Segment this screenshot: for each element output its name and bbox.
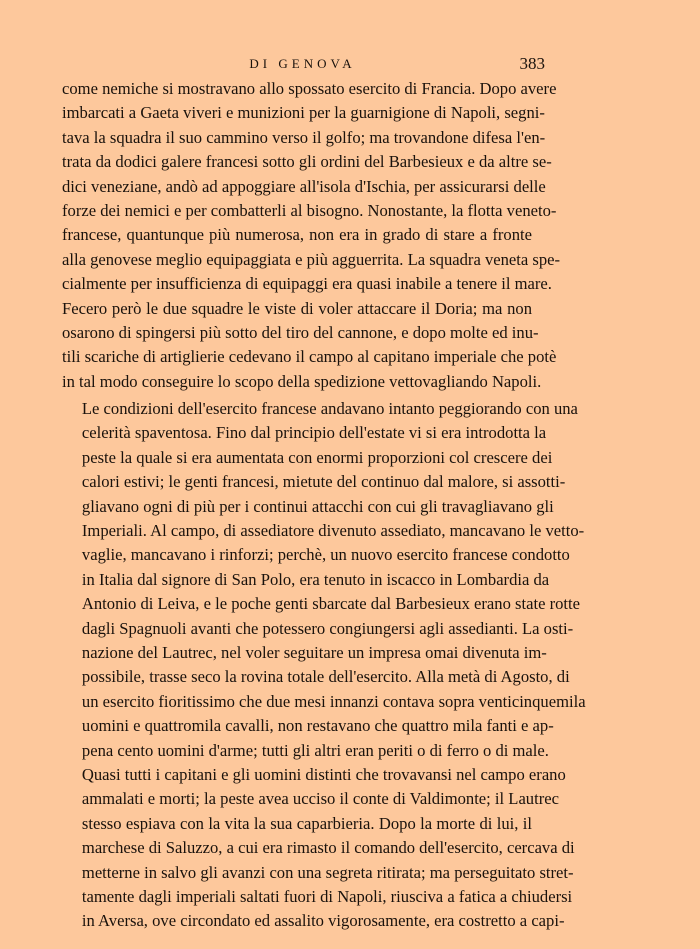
- text-line: peste la quale si era aumentata con enormi proporzioni col crescere dei: [81, 447, 553, 467]
- text-line: Antonio di Leiva, e le poche genti sbarcate dal Barbesieux erano state rotte: [81, 594, 580, 614]
- text-line: Imperiali. Al campo, di assediatore divenuto assediato, mancavano le vetto-: [81, 521, 585, 541]
- text-line: alla genovese meglio equipaggiata e più agguerrita. La squadra veneta spe-: [62, 249, 561, 269]
- text-line: tamente dagli imperiali saltati fuori di Napoli, riusciva a fatica a chiudersi: [81, 886, 573, 906]
- text-line: tava la squadra il suo cammino verso il golfo; ma trovandone difesa l'en-: [62, 127, 546, 147]
- text-line: vaglie, mancavano i rinforzi; perchè, un nuovo esercito francese condotto: [81, 545, 570, 565]
- text-line: come nemiche si mostravano allo spossato esercito di Francia. Dopo avere: [62, 79, 557, 98]
- text-line: in tal modo conseguire lo scopo della spedizione vettovagliando Napoli.: [62, 371, 542, 391]
- text-line: Le condizioni dell'esercito francese andavano intanto peggiorando con una: [81, 399, 578, 419]
- text-line: calori estivi; le genti francesi, mietute del continuo dal malore, si assotti-: [81, 472, 566, 492]
- text-line: gliavano ogni di più per i continui attacchi con cui gli travagliavano gli: [81, 496, 554, 516]
- body-text: [62, 77, 586, 934]
- text-line: trata da dodici galere francesi sotto gli ordini del Barbesieux e da altre se-: [62, 152, 552, 172]
- text-line: dagli Spagnuoli avanti che potessero congiungersi agli assedianti. La osti-: [81, 618, 574, 638]
- text-line: nazione del Lautrec, nel voler seguitare un impresa omai divenuta im-: [81, 642, 547, 662]
- text-line: possibile, trasse seco la rovina totale dell'esercito. Alla metà di Agosto, di: [81, 667, 570, 687]
- text-line: pena cento uomini d'arme; tutti gli altri eran periti o di ferro o di male.: [81, 740, 549, 760]
- text-line: ammalati e morti; la peste avea ucciso il conte di Valdimonte; il Lautrec: [81, 789, 559, 809]
- text-line: tili scariche di artiglierie cedevano il campo al capitano imperiale che potè: [62, 347, 557, 367]
- paragraph-1: [62, 77, 561, 394]
- text-line: uomini e quattromila cavalli, non restavano che quattro mila fanti e ap-: [81, 716, 554, 736]
- text-line: dici veneziane, andò ad appoggiare all'isola d'Ischia, per assicurarsi delle: [62, 176, 546, 196]
- text-line: stesso espiava con la vita la sua caparbieria. Dopo la morte di lui, il: [81, 813, 532, 833]
- paragraph-2: [62, 397, 586, 934]
- text-line: cialmente per insufficienza di equipaggi era quasi inabile a tenere il mare.: [62, 274, 552, 294]
- text-line: celerità spaventosa. Fino dal principio dell'estate vi si era introdotta la: [81, 423, 547, 443]
- text-line: metterne in salvo gli avanzi con una segreta ritirata; ma perseguitato stret-: [81, 862, 574, 882]
- page-number: 383: [519, 54, 545, 73]
- running-head: DI GENOVA: [249, 56, 356, 71]
- text-line: Quasi tutti i capitani e gli uomini distinti che trovavansi nel campo erano: [81, 764, 566, 784]
- text-line: marchese di Saluzzo, a cui era rimasto il comando dell'esercito, cercava di: [81, 838, 575, 858]
- text-line: francese, quantunque più numerosa, non era in grado di stare a fronte: [62, 225, 532, 245]
- text-line: Fecero però le due squadre le viste di voler attaccare il Doria; ma non: [62, 298, 532, 318]
- text-line: osarono di spingersi più sotto del tiro del cannone, e dopo molte ed inu-: [62, 322, 539, 342]
- text-line: forze dei nemici e per combatterli al bisogno. Nonostante, la flotta veneto-: [62, 200, 557, 220]
- text-line: in Italia dal signore di San Polo, era tenuto in iscacco in Lombardia da: [81, 569, 550, 589]
- page-header: [60, 54, 545, 76]
- text-line: imbarcati a Gaeta viveri e munizioni per la guarnigione di Napoli, segni-: [62, 103, 545, 123]
- text-line: un esercito fioritissimo che due mesi innanzi contava sopra venticinquemila: [81, 691, 586, 711]
- text-line: in Aversa, ove circondato ed assalito vigorosamente, era costretto a capi-: [81, 911, 565, 931]
